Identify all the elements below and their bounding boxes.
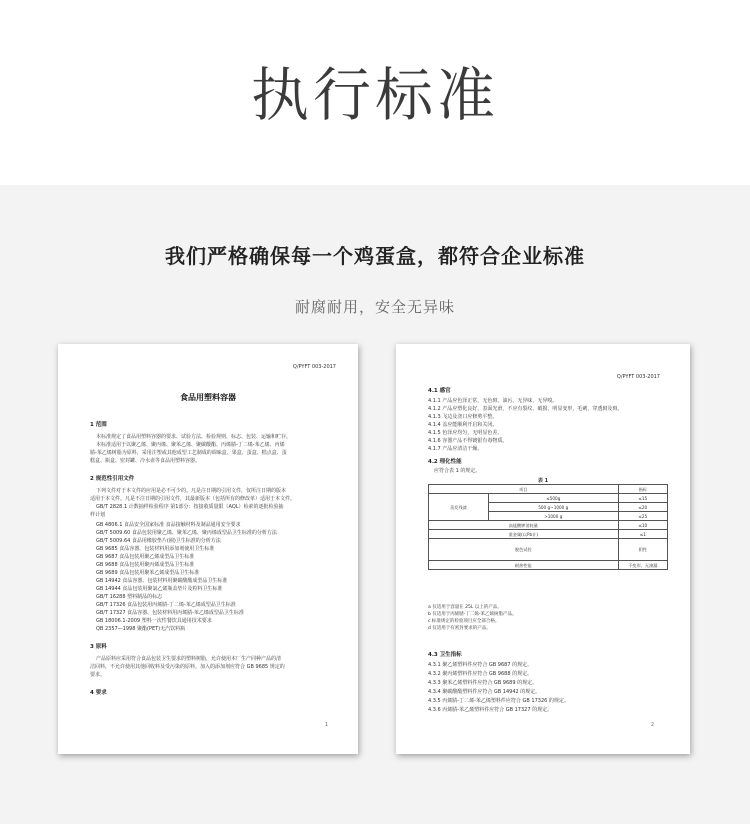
table-row (429, 561, 668, 570)
table-note: d 仅适用于有密封要求的产品。 (428, 626, 491, 631)
paragraph-line: 要求。 (90, 672, 106, 678)
requirement-item: 4.3.5 丙烯腈-丁二烯-苯乙烯塑料件应符合 GB 17326 的规定。 (428, 698, 569, 704)
table-cell: ≤10 (618, 521, 667, 530)
page-title: 执行标准 (250, 61, 499, 129)
requirement-item: 4.3.2 聚丙烯塑料件应符合 GB 9688 的规定。 (428, 671, 533, 677)
section-heading: 1 范围 (90, 422, 107, 428)
requirement-item: 4.1.7 产品应清洁干燥。 (428, 446, 483, 452)
paragraph-line: 样计划 (90, 512, 106, 518)
table-cell: 耐热性能 (429, 561, 619, 570)
headline: 我们严格确保每一个鸡蛋盒，都符合企业标准 (165, 244, 585, 268)
table-cell: 脱色试验 (429, 539, 619, 561)
table-notes (428, 604, 517, 632)
table-cell: ≤1 (618, 530, 667, 539)
table-cell: >1000 g (489, 512, 619, 521)
table-row (429, 539, 668, 561)
reference-item: GB 9688 食品包装用聚丙烯成型品卫生标准 (96, 562, 195, 568)
table-row (429, 530, 668, 539)
standard-number: Q/PYFT 003-2017 (616, 374, 660, 380)
table-note: c 标准规定的检验项目应全部合格。 (428, 619, 500, 624)
paragraph-line: 应符合表 1 的规定。 (434, 468, 481, 474)
section-heading: 4.3 卫生指标 (428, 652, 462, 658)
reference-item: GB/T 5009.64 食品用橡胶垫片(圈)卫生标准的分析方法 (96, 538, 221, 544)
section-heading: 2 规范性引用文件 (90, 476, 135, 482)
subheadline: 耐腐耐用，安全无异味 (294, 298, 455, 316)
paragraph-line: 洁回料，不允许使用其他回收料及受污染的原料。加入的添加剂应符合 GB 9685 规定的 (90, 664, 285, 670)
properties-table (428, 484, 668, 570)
paragraph-line: 产品原料应采用符合食品包装卫生要求的塑料树脂，允许使用本厂生产同种产品的清 (96, 656, 282, 662)
reference-item: QB 2357—1998 聚酯(PET)无汽饮料瓶 (96, 626, 186, 632)
requirement-item: 4.3.1 聚乙烯塑料件应符合 GB 9687 的规定。 (428, 662, 533, 668)
table-row (429, 521, 668, 530)
reference-item: GB 9685 食品容器、包装材料用添加剂使用卫生标准 (96, 546, 215, 552)
requirement-item: 4.3.4 聚碳酸酯塑料件应符合 GB 14942 的规定。 (428, 689, 541, 695)
document-page-2 (396, 344, 690, 754)
table-cell: 重金属(以Pb计) (429, 530, 619, 539)
reference-item: GB/T 17327 食品容器、包装材料用丙烯腈-苯乙烯成型品卫生标准 (96, 610, 244, 616)
requirement-item: 4.1.1 产品应色泽正常，无色斑、油污，无异味，无异嗅。 (428, 398, 558, 404)
reference-item: GB/T 17326 食品包装用丙烯腈-丁二烯-苯乙烯成型品卫生标准 (96, 602, 236, 608)
table-note: b 仅适用于丙烯腈-丁二烯-苯乙烯树脂产品。 (428, 612, 517, 617)
reference-item: GB 9689 食品包装用聚苯乙烯成型品卫生标准 (96, 570, 200, 576)
document-title: 食品用塑料容器 (180, 393, 236, 402)
requirement-item: 4.1.3 飞边及浇口应修剪平整。 (428, 414, 498, 420)
table-header-row (429, 485, 668, 494)
paragraph-line: 糕盒、瓶盒、密封罐、冷水壶等食品用塑料容器。 (90, 458, 201, 464)
table-cell: 蒸发残渣 (429, 494, 489, 521)
table-cell: 高锰酸钾消耗量 (429, 521, 619, 530)
standard-number: Q/PYFT 003-2017 (292, 364, 336, 370)
table-header-cell: 指标 (618, 485, 667, 494)
document-page-1 (58, 344, 358, 754)
page-number: 2 (650, 722, 654, 728)
requirement-item: 4.1.5 色泽应均匀，无明显色差。 (428, 430, 503, 436)
table-cell: ≤15 (618, 494, 667, 503)
reference-item: GB/T 16288 塑料制品的标志 (96, 594, 163, 600)
reference-item: GB 14942 食品容器、包装材料用聚碳酸酯成型品卫生标准 (96, 578, 228, 584)
paragraph-line: GB/T 2828.1 计数抽样检验程序 第1部分：按接收质量限（AQL）检索的逐批检验抽 (96, 504, 284, 510)
requirement-item: 4.1.2 产品应塑化良好，表面光滑，不应有裂纹、破损，明显变形，毛刺，穿透斑及斑。 (428, 406, 623, 412)
requirement-item: 4.3.3 聚苯乙烯塑料件应符合 GB 9689 的规定。 (428, 680, 538, 686)
table-cell: 阴性 (618, 539, 667, 561)
requirement-item: 4.1.4 盖应能顺利开启和关闭。 (428, 422, 498, 428)
table-cell: 500 g~1000 g (489, 503, 619, 512)
reference-item: GB 9687 食品包装用聚乙烯成型品卫生标准 (96, 554, 195, 560)
paragraph-line: 本标准规定了食品用塑料容器的要求、试验方法、检验规则、标志、包装、运输和贮存。 (96, 434, 292, 440)
table-title: 表 1 (537, 478, 549, 484)
reference-item: GB/T 5009.60 食品包装用聚乙烯、聚苯乙烯、聚丙烯成型品卫生标准的分析方法 (96, 530, 277, 536)
section-heading: 4.1 感官 (428, 388, 451, 394)
section-heading: 4.2 理化性能 (428, 459, 462, 465)
table-cell: 不变形、无渗漏 (618, 561, 667, 570)
paragraph-line: 本标准适用于以聚乙烯、聚丙烯、聚苯乙烯、聚碳酸酯、丙烯腈-丁二烯-苯乙烯、丙烯 (96, 442, 285, 448)
section-heading: 4 要求 (90, 690, 107, 696)
table-note: a 仅适用于容量在 25L 以上的产品。 (428, 605, 502, 610)
paragraph-line: 下列文件对于本文件的应用是必不可少的。凡是注日期的引用文件，仅所注日期的版本 (96, 488, 287, 494)
paragraph-line: 适用于本文件。凡是不注日期的引用文件，其最新版本（包括所有的修改单）适用于本文件。 (90, 496, 296, 502)
table-header-cell: 项目 (429, 485, 619, 494)
requirement-item: 4.3.6 丙烯腈-苯乙烯塑料件应符合 GB 17327 的规定。 (428, 707, 553, 713)
paragraph-line: 腈-苯乙烯树脂为原料，采用注塑或其他成型工艺制成的调味盒、果盒、蛋盒、糕点盒、蛋 (90, 450, 287, 456)
table-cell: ≤500g (489, 494, 619, 503)
page-number: 1 (324, 722, 328, 728)
reference-item: GB 18006.1-2009 塑料一次性餐饮具通用技术要求 (96, 618, 212, 624)
requirement-item: 4.1.6 容器产品不得镀银有毒物质。 (428, 438, 508, 444)
table-cell: ≤20 (618, 503, 667, 512)
table-cell: ≤25 (618, 512, 667, 521)
table-row (429, 494, 668, 503)
reference-item: GB 14944 食品包装用聚氯乙烯瓶盖垫片及粒料卫生标准 (96, 586, 223, 592)
title-section (0, 0, 750, 185)
reference-item: GB 4806.1 食品安全国家标准 食品接触材料及制品通用安全要求 (96, 522, 241, 528)
section-heading: 3 原料 (90, 644, 107, 650)
